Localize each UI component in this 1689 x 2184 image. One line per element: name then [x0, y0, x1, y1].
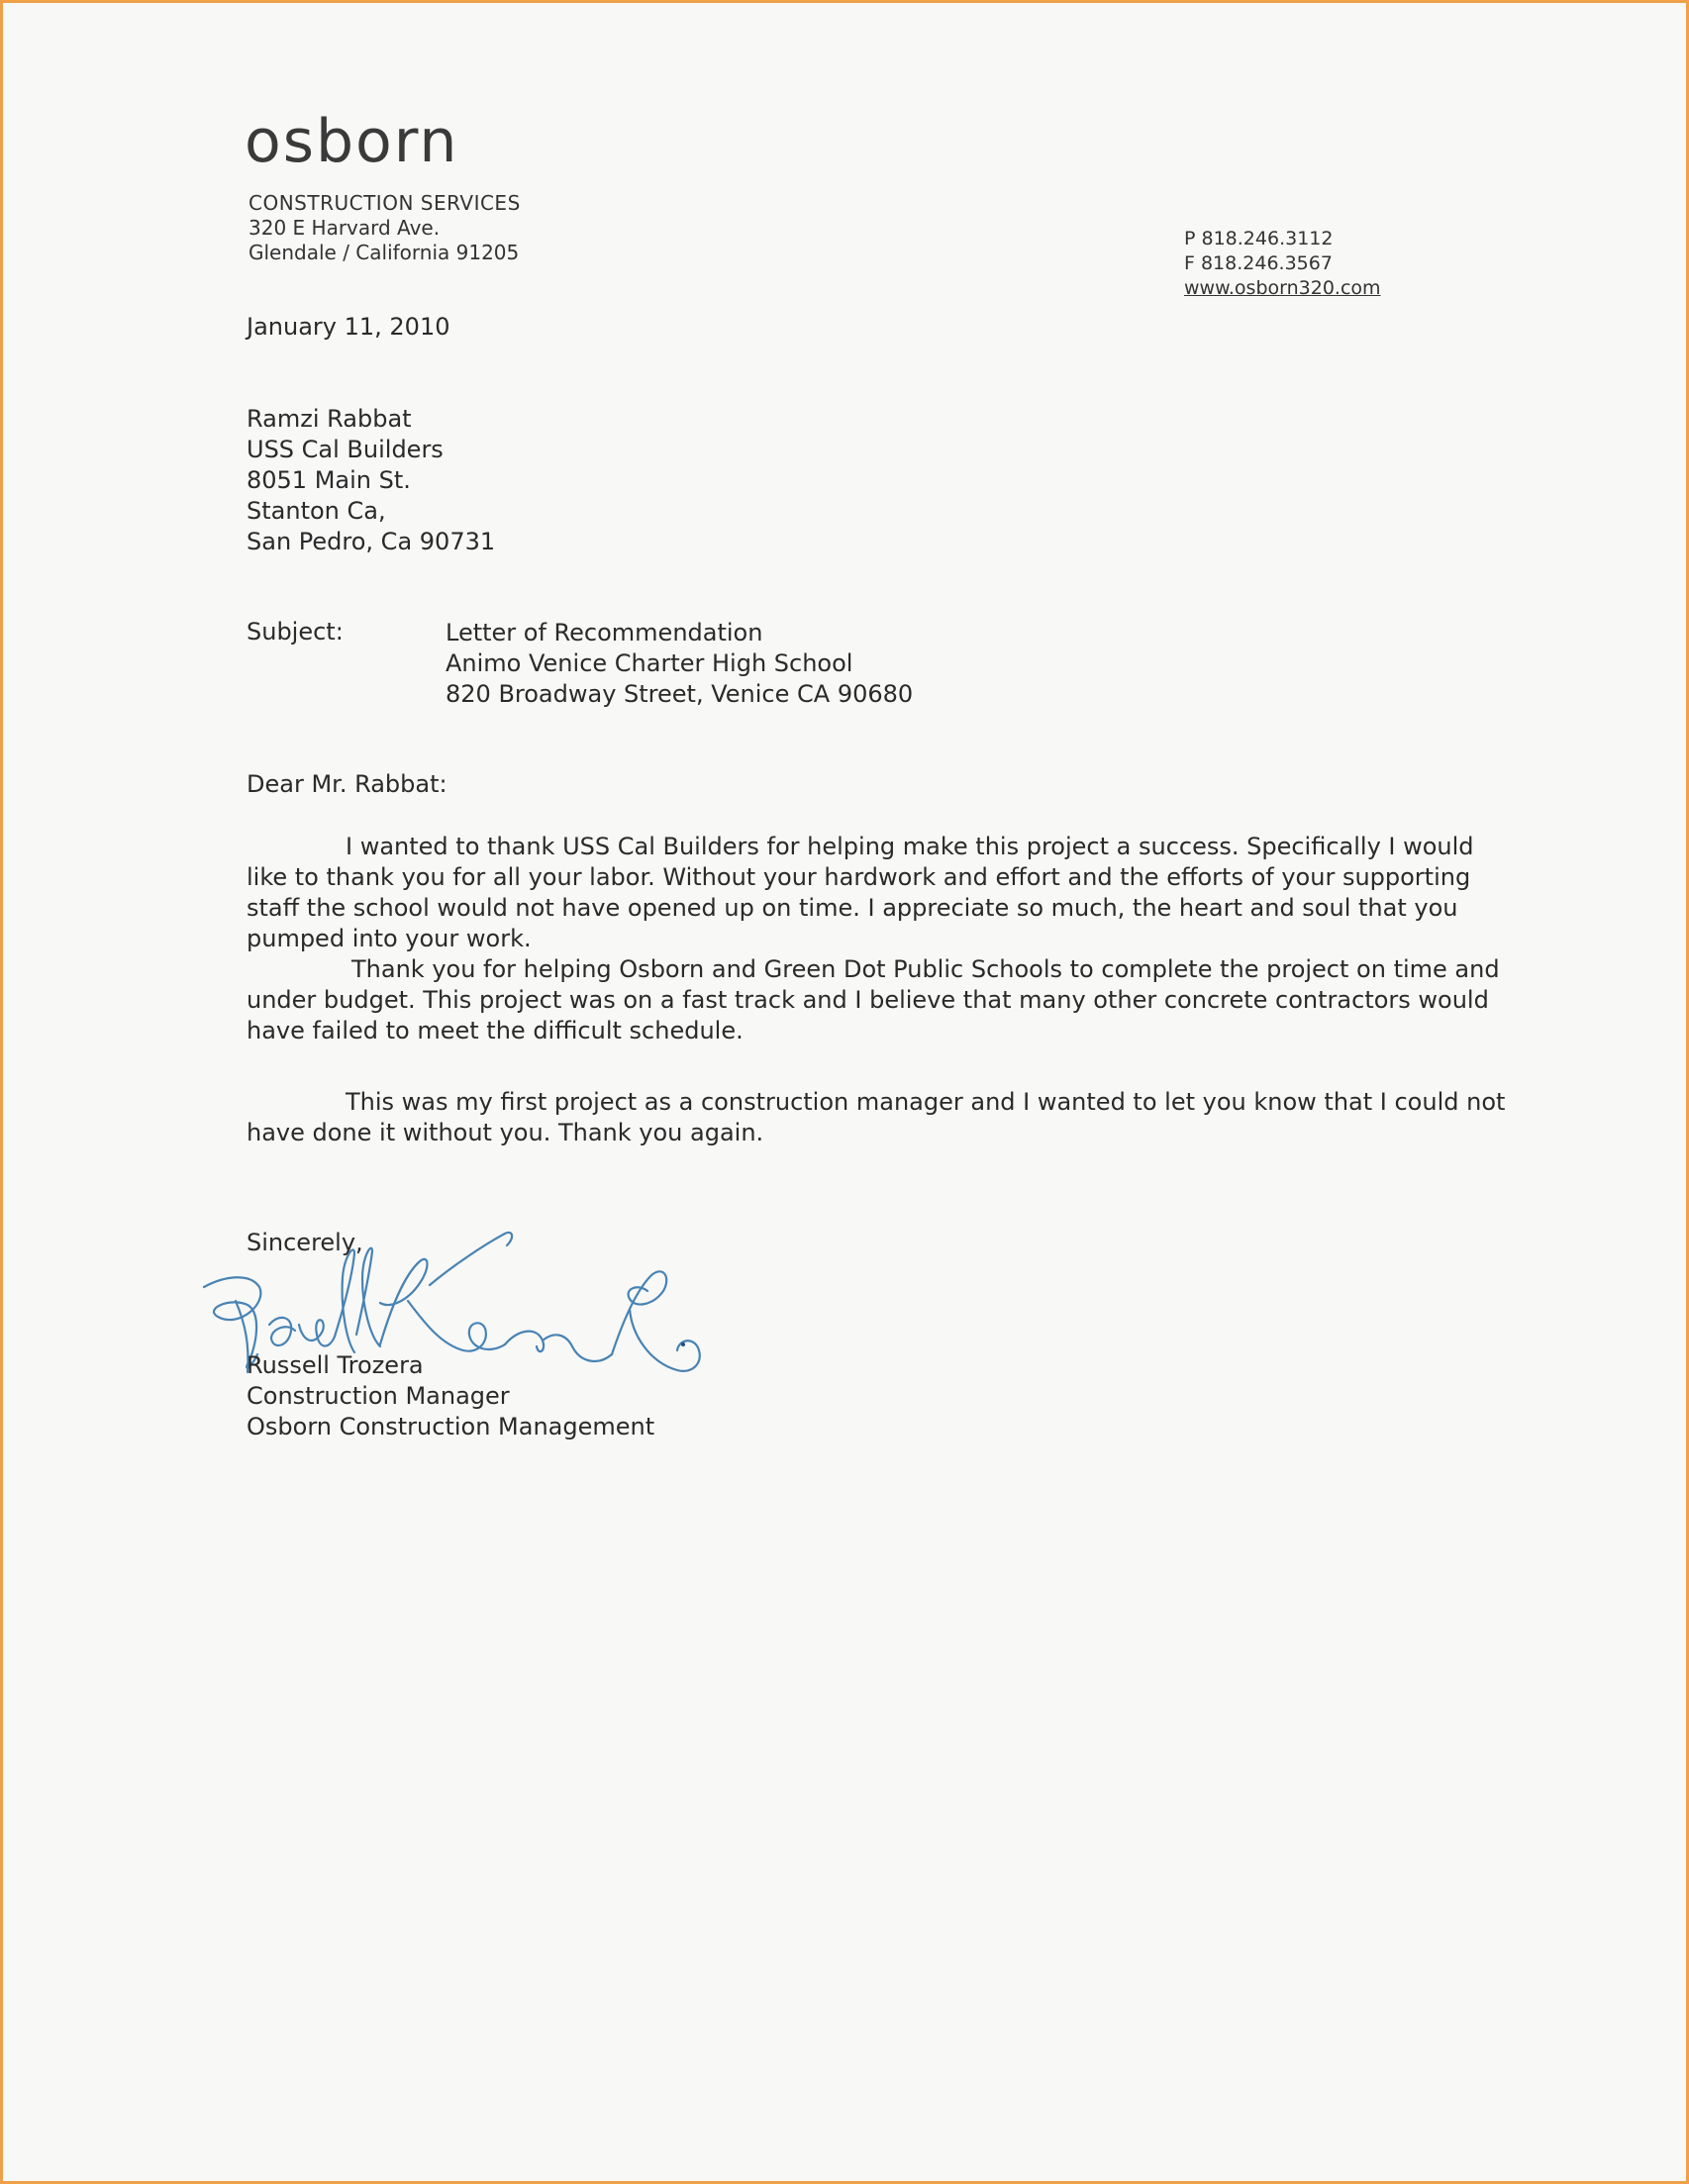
body-paragraph-1 — [247, 832, 1500, 1046]
signer-name: Russell Trozera — [247, 1351, 424, 1379]
signer-organization: Osborn Construction Management — [247, 1413, 655, 1440]
recipient-company: USS Cal Builders — [247, 436, 444, 463]
recipient-address — [247, 404, 495, 557]
body-line: Thank you for helping Osborn and Green Dot Public Schools to complete the project on time and — [351, 955, 1500, 983]
body-line: staff the school would not have opened up on time. I appreciate so much, the heart and soul that you — [247, 894, 1458, 922]
company-address-line2: Glendale / California 91205 — [248, 241, 520, 264]
body-line: This was my first project as a construction manager and I wanted to let you know that I could not — [346, 1088, 1506, 1116]
subject-line3: 820 Broadway Street, Venice CA 90680 — [446, 680, 914, 708]
signer-block — [247, 1350, 654, 1442]
body-line: have done it without you. Thank you again. — [247, 1119, 764, 1146]
recipient-street: 8051 Main St. — [247, 466, 411, 494]
contact-block — [1184, 227, 1381, 301]
recipient-city-line2: San Pedro, Ca 90731 — [247, 528, 496, 555]
subject-label: Subject: — [247, 618, 344, 645]
subject-line2: Animo Venice Charter High School — [446, 649, 853, 677]
body-line: pumped into your work. — [247, 925, 532, 952]
subject-lines — [446, 618, 913, 710]
body-line: have failed to meet the difficult schedule. — [247, 1017, 744, 1044]
body-paragraph-2 — [247, 1087, 1505, 1148]
fax-number: F 818.246.3567 — [1184, 252, 1333, 274]
company-address-block — [248, 191, 521, 265]
recipient-name: Ramzi Rabbat — [247, 405, 412, 433]
company-address-line1: 320 E Harvard Ave. — [248, 216, 441, 240]
recipient-city-line1: Stanton Ca, — [247, 497, 386, 525]
signer-title: Construction Manager — [247, 1382, 510, 1410]
body-line: like to thank you for all your labor. Without your hardwork and effort and the efforts of your supporting — [247, 863, 1471, 891]
website-link[interactable]: www.osborn320.com — [1184, 277, 1381, 299]
company-logo: osborn — [245, 107, 459, 176]
subject-line1: Letter of Recommendation — [446, 619, 763, 646]
letter-date: January 11, 2010 — [247, 313, 450, 341]
closing: Sincerely, — [247, 1229, 363, 1256]
body-line: under budget. This project was on a fast track and I believe that many other concrete contractors would — [247, 986, 1489, 1014]
company-name: CONSTRUCTION SERVICES — [248, 191, 521, 215]
phone-number: P 818.246.3112 — [1184, 228, 1334, 249]
salutation: Dear Mr. Rabbat: — [247, 770, 447, 798]
body-line: I wanted to thank USS Cal Builders for helping make this project a success. Specifically I would — [346, 833, 1474, 860]
